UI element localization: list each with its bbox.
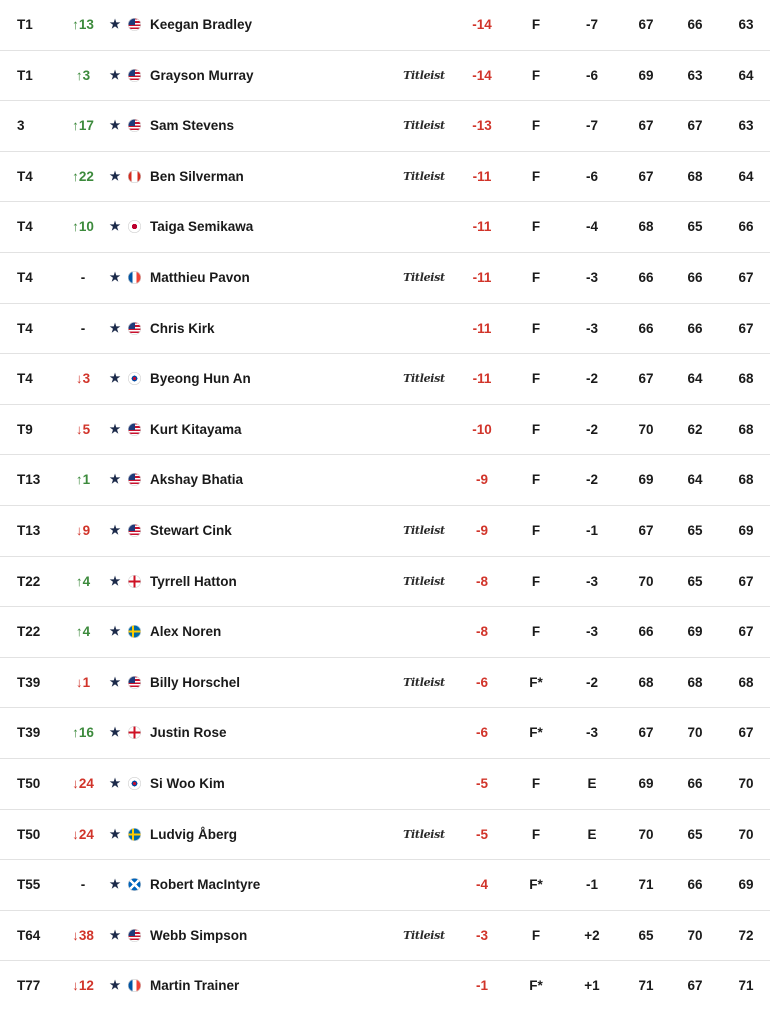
position: T39	[17, 674, 41, 690]
round-2-score: 70	[687, 927, 703, 943]
today-score: -2	[585, 472, 598, 488]
position: T1	[17, 67, 33, 83]
round-1-score: 66	[638, 624, 654, 640]
round-2-score: 67	[687, 118, 703, 134]
today-score: -7	[585, 17, 598, 32]
total-score: -9	[475, 472, 488, 488]
position-movement: ↓24	[72, 826, 94, 842]
total-score: -11	[472, 219, 492, 235]
round-2-score: 62	[687, 421, 703, 437]
total-score: -6	[475, 725, 488, 741]
round-2-score: 69	[687, 624, 703, 640]
position-movement: ↓12	[72, 978, 94, 994]
player-name[interactable]: Chris Kirk	[150, 320, 215, 336]
today-score: +2	[584, 927, 600, 943]
round-3-score: 68	[738, 674, 754, 690]
today-score: -7	[585, 118, 598, 134]
position: T39	[17, 725, 41, 741]
round-3-score: 72	[738, 927, 754, 943]
total-score: -9	[475, 522, 488, 538]
round-2-score: 63	[687, 67, 703, 83]
position: T50	[17, 775, 41, 791]
round-3-score: 69	[738, 877, 754, 893]
player-row[interactable]	[0, 658, 770, 709]
thru-status: F*	[529, 674, 543, 690]
player-row[interactable]	[0, 152, 770, 203]
titleist-logo	[402, 455, 446, 505]
today-score: -3	[585, 725, 598, 741]
position: T4	[17, 320, 33, 336]
player-name[interactable]: Martin Trainer	[150, 978, 240, 994]
player-row[interactable]	[0, 354, 770, 405]
round-2-score: 66	[687, 775, 703, 791]
flag-eng-icon	[128, 708, 142, 758]
thru-status: F	[531, 269, 541, 285]
today-score: -6	[585, 67, 598, 83]
titleist-logo: Titleist	[403, 574, 445, 588]
total-score: -8	[475, 624, 488, 640]
today-score: -3	[585, 269, 598, 285]
titleist-logo: Titleist	[403, 119, 445, 133]
position-movement: ↓1	[75, 674, 91, 690]
round-3-score: 67	[738, 573, 754, 589]
player-row[interactable]	[0, 810, 770, 861]
player-name[interactable]: Alex Noren	[150, 624, 222, 640]
position: T55	[17, 877, 41, 893]
today-score: -2	[585, 674, 598, 690]
favorite-star-icon[interactable]: ★	[109, 168, 121, 183]
position-movement: ↑4	[75, 573, 91, 589]
round-3-score: 63	[738, 118, 754, 134]
player-name[interactable]: Ludvig Åberg	[150, 826, 237, 842]
flag-kor-icon	[128, 354, 142, 404]
round-1-score: 68	[638, 219, 654, 235]
round-3-score: 67	[738, 624, 754, 640]
round-3-score: 67	[738, 320, 754, 336]
player-row[interactable]	[0, 253, 770, 304]
player-row[interactable]	[0, 557, 770, 608]
thru-status: F	[531, 118, 541, 134]
flag-usa-icon	[128, 658, 142, 708]
thru-status: F	[531, 522, 541, 538]
position-movement: ↓24	[72, 775, 94, 791]
round-3-score: 67	[738, 269, 754, 285]
round-3-score: 68	[738, 371, 754, 387]
total-score: -13	[472, 118, 492, 134]
round-2-score: 66	[687, 877, 703, 893]
today-score: -4	[585, 219, 598, 235]
favorite-star-icon[interactable]: ★	[109, 624, 121, 639]
round-1-score: 67	[638, 725, 654, 741]
flag-can-icon	[128, 152, 142, 202]
position-movement: ↑1	[75, 472, 91, 488]
round-1-score: 65	[638, 927, 654, 943]
titleist-logo: Titleist	[403, 68, 445, 82]
flag-usa-icon	[128, 405, 142, 455]
total-score: -11	[472, 371, 492, 387]
round-2-score: 68	[687, 674, 703, 690]
player-row[interactable]	[0, 202, 770, 253]
titleist-logo	[402, 708, 446, 758]
round-3-score: 66	[738, 219, 754, 235]
today-score: -1	[585, 877, 598, 893]
total-score: -1	[475, 978, 488, 994]
round-1-score: 68	[638, 674, 654, 690]
player-row[interactable]	[0, 607, 770, 658]
flag-usa-icon	[128, 0, 142, 50]
round-2-score: 64	[687, 472, 703, 488]
thru-status: F*	[529, 978, 543, 994]
total-score: -11	[472, 320, 492, 336]
player-row[interactable]	[0, 708, 770, 759]
player-name[interactable]: Webb Simpson	[150, 927, 248, 943]
titleist-logo	[402, 304, 446, 354]
round-1-score: 70	[638, 573, 654, 589]
position-movement: ↑17	[72, 118, 94, 134]
thru-status: F	[531, 67, 541, 83]
round-3-score: 69	[738, 522, 754, 538]
flag-usa-icon	[128, 911, 142, 961]
player-row[interactable]	[0, 961, 770, 1011]
position: T22	[17, 573, 41, 589]
player-name[interactable]: Akshay Bhatia	[150, 472, 244, 488]
favorite-star-icon[interactable]: ★	[109, 674, 121, 689]
favorite-star-icon[interactable]: ★	[109, 826, 121, 841]
thru-status: F	[531, 826, 541, 842]
player-row[interactable]	[0, 506, 770, 557]
thru-status: F	[531, 421, 541, 437]
thru-status: F	[531, 17, 541, 32]
player-name[interactable]: Sam Stevens	[150, 118, 235, 134]
position-movement: ↑3	[75, 67, 91, 83]
round-2-score: 65	[687, 826, 703, 842]
player-name[interactable]: Tyrrell Hatton	[150, 573, 237, 589]
favorite-star-icon[interactable]: ★	[109, 421, 121, 436]
round-2-score: 65	[687, 522, 703, 538]
player-row[interactable]	[0, 0, 770, 51]
round-3-score: 64	[738, 67, 754, 83]
position-movement: ↓3	[75, 371, 91, 387]
favorite-star-icon[interactable]: ★	[109, 269, 121, 284]
titleist-logo	[402, 860, 446, 910]
position: T64	[17, 927, 41, 943]
today-score: -1	[585, 522, 598, 538]
thru-status: F*	[529, 725, 543, 741]
titleist-logo	[402, 405, 446, 455]
round-3-score: 68	[738, 421, 754, 437]
position-movement: -	[80, 269, 86, 285]
favorite-star-icon[interactable]: ★	[109, 573, 121, 588]
thru-status: F	[531, 320, 541, 336]
player-name[interactable]: Matthieu Pavon	[150, 269, 250, 285]
position-movement: ↑22	[72, 168, 94, 184]
position: T77	[17, 978, 41, 994]
total-score: -14	[472, 67, 492, 83]
favorite-star-icon[interactable]: ★	[109, 118, 121, 133]
round-1-score: 67	[638, 168, 654, 184]
thru-status: F	[531, 168, 541, 184]
flag-fra-icon	[128, 253, 142, 303]
favorite-star-icon[interactable]: ★	[109, 219, 121, 234]
player-name[interactable]: Stewart Cink	[150, 522, 232, 538]
position: T13	[17, 472, 41, 488]
total-score: -5	[475, 775, 488, 791]
position: T22	[17, 624, 41, 640]
round-2-score: 66	[687, 269, 703, 285]
position-movement: ↑10	[72, 219, 94, 235]
player-row[interactable]	[0, 101, 770, 152]
total-score: -8	[475, 573, 488, 589]
round-3-score: 70	[738, 775, 754, 791]
round-2-score: 66	[687, 17, 703, 32]
position-movement: -	[80, 877, 86, 893]
round-1-score: 69	[638, 67, 654, 83]
round-2-score: 67	[687, 978, 703, 994]
position-movement: ↑13	[72, 17, 94, 32]
titleist-logo	[402, 202, 446, 252]
round-1-score: 71	[638, 978, 654, 994]
player-name[interactable]: Taiga Semikawa	[150, 219, 254, 235]
round-1-score: 69	[638, 775, 654, 791]
round-3-score: 70	[738, 826, 754, 842]
round-2-score: 65	[687, 573, 703, 589]
player-name[interactable]: Grayson Murray	[150, 67, 254, 83]
round-1-score: 67	[638, 522, 654, 538]
flag-swe-icon	[128, 810, 142, 860]
position: T9	[17, 421, 33, 437]
favorite-star-icon[interactable]: ★	[109, 17, 121, 31]
flag-usa-icon	[128, 51, 142, 101]
titleist-logo: Titleist	[403, 169, 445, 183]
position: T4	[17, 371, 33, 387]
thru-status: F	[531, 927, 541, 943]
titleist-logo: Titleist	[403, 523, 445, 537]
flag-jpn-icon	[128, 202, 142, 252]
position: T4	[17, 269, 33, 285]
thru-status: F	[531, 624, 541, 640]
today-score: -2	[585, 421, 598, 437]
position-movement: ↓5	[75, 421, 91, 437]
total-score: -11	[472, 269, 492, 285]
round-2-score: 66	[687, 320, 703, 336]
flag-usa-icon	[128, 506, 142, 556]
round-2-score: 64	[687, 371, 703, 387]
total-score: -14	[472, 17, 492, 32]
round-1-score: 66	[638, 269, 654, 285]
flag-kor-icon	[128, 759, 142, 809]
today-score: -3	[585, 624, 598, 640]
flag-usa-icon	[128, 455, 142, 505]
titleist-logo: Titleist	[403, 372, 445, 386]
position: T4	[17, 168, 33, 184]
position-movement: ↑16	[72, 725, 94, 741]
titleist-logo	[402, 607, 446, 657]
position: T1	[17, 17, 33, 32]
position-movement: ↓9	[75, 522, 91, 538]
player-row[interactable]	[0, 455, 770, 506]
thru-status: F	[531, 371, 541, 387]
titleist-logo	[402, 961, 446, 1011]
player-name[interactable]: Justin Rose	[150, 725, 227, 741]
flag-usa-icon	[128, 101, 142, 151]
round-1-score: 67	[638, 371, 654, 387]
favorite-star-icon[interactable]: ★	[109, 775, 121, 790]
round-1-score: 69	[638, 472, 654, 488]
titleist-logo	[402, 759, 446, 809]
today-score: +1	[584, 978, 600, 994]
titleist-logo: Titleist	[403, 928, 445, 942]
player-row[interactable]	[0, 51, 770, 102]
round-3-score: 67	[738, 725, 754, 741]
today-score: E	[587, 775, 597, 791]
round-2-score: 68	[687, 168, 703, 184]
position-movement: ↑4	[75, 624, 91, 640]
player-name[interactable]: Si Woo Kim	[150, 775, 225, 791]
today-score: -3	[585, 320, 598, 336]
total-score: -11	[472, 168, 492, 184]
titleist-logo: Titleist	[403, 827, 445, 841]
flag-swe-icon	[128, 607, 142, 657]
thru-status: F*	[529, 877, 543, 893]
round-1-score: 70	[638, 826, 654, 842]
favorite-star-icon[interactable]: ★	[109, 371, 121, 386]
today-score: -6	[585, 168, 598, 184]
today-score: -2	[585, 371, 598, 387]
round-3-score: 71	[738, 978, 754, 994]
round-2-score: 65	[687, 219, 703, 235]
favorite-star-icon[interactable]: ★	[109, 522, 121, 537]
favorite-star-icon[interactable]: ★	[109, 320, 121, 335]
position: T50	[17, 826, 41, 842]
favorite-star-icon[interactable]: ★	[109, 978, 121, 993]
total-score: -10	[472, 421, 492, 437]
player-row[interactable]	[0, 304, 770, 355]
round-2-score: 70	[687, 725, 703, 741]
titleist-logo: Titleist	[403, 675, 445, 689]
flag-fra-icon	[128, 961, 142, 1011]
player-row[interactable]	[0, 911, 770, 962]
flag-usa-icon	[128, 304, 142, 354]
round-1-score: 67	[638, 17, 654, 32]
position: T4	[17, 219, 33, 235]
favorite-star-icon[interactable]: ★	[109, 725, 121, 740]
player-name[interactable]: Byeong Hun An	[150, 371, 251, 387]
thru-status: F	[531, 472, 541, 488]
total-score: -4	[475, 877, 488, 893]
player-name[interactable]: Ben Silverman	[150, 168, 244, 184]
player-row[interactable]	[0, 405, 770, 456]
player-name[interactable]: Kurt Kitayama	[150, 421, 242, 437]
total-score: -6	[475, 674, 488, 690]
round-3-score: 68	[738, 472, 754, 488]
titleist-logo: Titleist	[403, 270, 445, 284]
favorite-star-icon[interactable]: ★	[109, 472, 121, 487]
player-row[interactable]	[0, 860, 770, 911]
round-1-score: 66	[638, 320, 654, 336]
today-score: -3	[585, 573, 598, 589]
favorite-star-icon[interactable]: ★	[109, 877, 121, 892]
position: T13	[17, 522, 41, 538]
thru-status: F	[531, 775, 541, 791]
round-1-score: 67	[638, 118, 654, 134]
round-1-score: 71	[638, 877, 654, 893]
today-score: E	[587, 826, 597, 842]
player-row[interactable]	[0, 759, 770, 810]
player-name[interactable]: Billy Horschel	[150, 674, 241, 690]
total-score: -3	[475, 927, 488, 943]
position-movement: ↓38	[72, 927, 94, 943]
thru-status: F	[531, 219, 541, 235]
round-1-score: 70	[638, 421, 654, 437]
round-3-score: 64	[738, 168, 754, 184]
thru-status: F	[531, 573, 541, 589]
round-3-score: 63	[738, 17, 754, 32]
flag-sco-icon	[128, 860, 142, 910]
favorite-star-icon[interactable]: ★	[109, 927, 121, 942]
position: 3	[17, 118, 25, 134]
player-name[interactable]: Robert MacIntyre	[150, 877, 261, 893]
flag-eng-icon	[128, 557, 142, 607]
player-name[interactable]: Keegan Bradley	[150, 17, 253, 32]
total-score: -5	[475, 826, 488, 842]
favorite-star-icon[interactable]: ★	[109, 67, 121, 82]
titleist-logo	[402, 0, 446, 50]
position-movement: -	[80, 320, 86, 336]
